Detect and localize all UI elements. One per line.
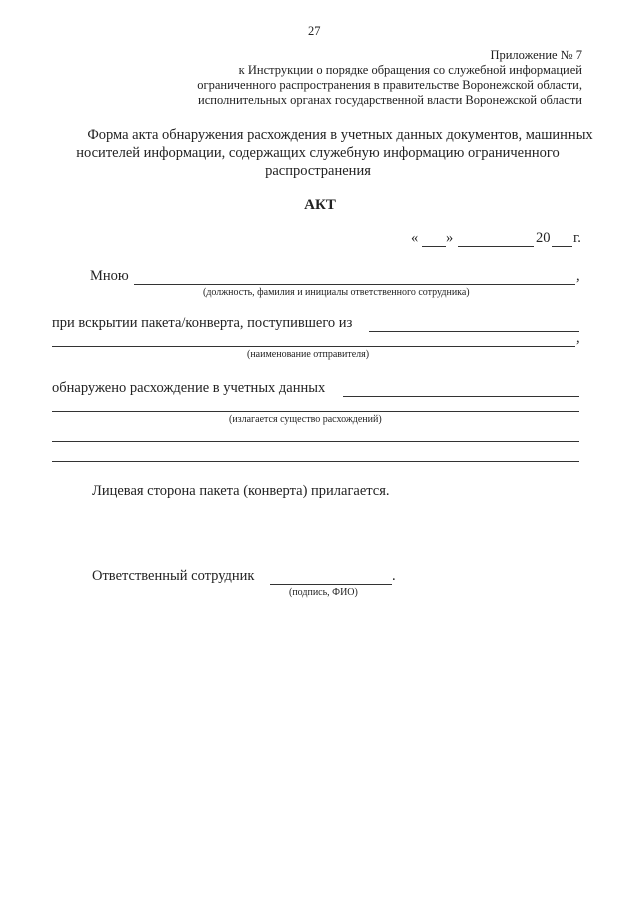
package-label: при вскрытии пакета/конверта, поступившего из bbox=[52, 315, 353, 331]
act-title: АКТ bbox=[304, 197, 336, 213]
date-open-quote: « bbox=[411, 230, 419, 246]
attachment-note: Лицевая сторона пакета (конверта) прилагается. bbox=[92, 483, 390, 499]
page-number: 27 bbox=[308, 24, 321, 38]
date-year-prefix: 20 bbox=[536, 230, 551, 246]
discrepancy-caption: (излагается существо расхождений) bbox=[229, 414, 382, 425]
by-me-label: Мною bbox=[90, 268, 129, 284]
package-comma: , bbox=[576, 330, 580, 346]
appendix-line-1: Приложение № 7 bbox=[490, 48, 582, 62]
signature-field[interactable] bbox=[270, 584, 392, 585]
appendix-line-3: ограниченного распространения в правительстве Воронежской области, bbox=[197, 78, 582, 92]
signature-period: . bbox=[392, 568, 396, 584]
form-title-line-3: распространения bbox=[265, 163, 371, 179]
date-day-field[interactable] bbox=[422, 246, 446, 247]
date-year-suffix: г. bbox=[573, 230, 581, 246]
signature-label: Ответственный сотрудник bbox=[92, 568, 255, 584]
by-me-field[interactable] bbox=[134, 284, 575, 285]
discrepancy-field-4[interactable] bbox=[52, 461, 579, 462]
signature-caption: (подпись, ФИО) bbox=[289, 587, 358, 598]
by-me-caption: (должность, фамилия и инициалы ответственного сотрудника) bbox=[203, 287, 470, 298]
package-caption: (наименование отправителя) bbox=[247, 349, 370, 360]
form-title-line-2: носителей информации, содержащих служебную информацию ограниченного bbox=[76, 145, 560, 161]
discrepancy-field-1[interactable] bbox=[343, 396, 579, 397]
discrepancy-label: обнаружено расхождение в учетных данных bbox=[52, 380, 326, 396]
by-me-comma: , bbox=[576, 268, 580, 284]
date-month-field[interactable] bbox=[458, 246, 534, 247]
date-close-quote: » bbox=[446, 230, 454, 246]
discrepancy-field-3[interactable] bbox=[52, 441, 579, 442]
form-title-line-1: Форма акта обнаружения расхождения в учетных данных документов, машинных bbox=[87, 127, 593, 143]
discrepancy-field-2[interactable] bbox=[52, 411, 579, 412]
date-year-field[interactable] bbox=[552, 246, 572, 247]
package-sender-field-2[interactable] bbox=[52, 346, 575, 347]
package-sender-field[interactable] bbox=[369, 331, 579, 332]
appendix-line-2: к Инструкции о порядке обращения со служебной информацией bbox=[238, 63, 582, 77]
appendix-line-4: исполнительных органах государственной власти Воронежской области bbox=[198, 93, 582, 107]
